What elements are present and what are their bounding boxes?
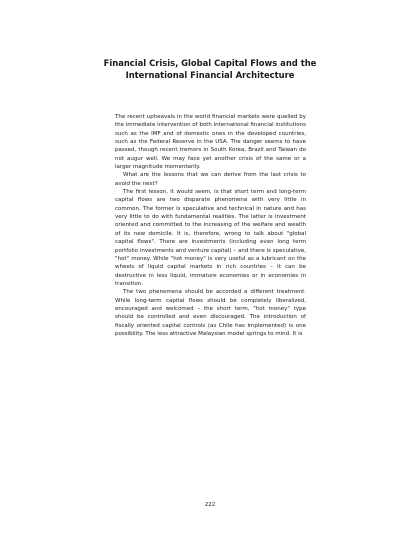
paragraph: The first lesson, it would seem, is that short term and long-term capital flows are two disparate phenomena with very little in common. The former is speculative and technical in nature and has very little to do with fundamental realities. The latter is investment oriented and committed to the increasing of the welfare and wealth of its new domicile. It is, therefore, wrong to talk about "global capital flows". There are investments (including even long term portfolio investments and venture capital) – and there is speculative, "hot" money. While "hot money" is very useful as a lubricant on the wheels of liquid capital markets in rich countries – it can be destructive in less liquid, immature economies or in economies in transition.	[115, 189, 306, 287]
body-text	[115, 113, 306, 338]
paragraph: The two phenomena should be accorded a different treatment. While long-term capital flows should be completely liberalized, encouraged and welcomed – the short term, "hot money" type should be controlled and even discouraged. The introduction of fiscally oriented capital controls (as Chile has implemented) is one possibility. The less attractive Malaysian model springs to mind. It is	[115, 289, 306, 337]
document-title	[95, 57, 325, 81]
paragraph: The recent upheavals in the world financial markets were quelled by the immediate intervention of both international financial institutions such as the IMF and of domestic ones in the developed countries, such as the Federal Reserve in the USA. The danger seems to have passed, though recent tremors in South Korea, Brazil and Taiwan do not augur well. We may face yet another crisis of the same or a larger magnitude momentarily.	[115, 114, 306, 171]
paragraph: What are the lessons that we can derive from the last crisis to avoid the next?	[115, 172, 306, 187]
title-line-1: Financial Crisis, Global Capital Flows and the	[103, 58, 317, 68]
page-number: 222	[204, 502, 216, 508]
title-line-2: International Financial Architecture	[125, 70, 295, 80]
